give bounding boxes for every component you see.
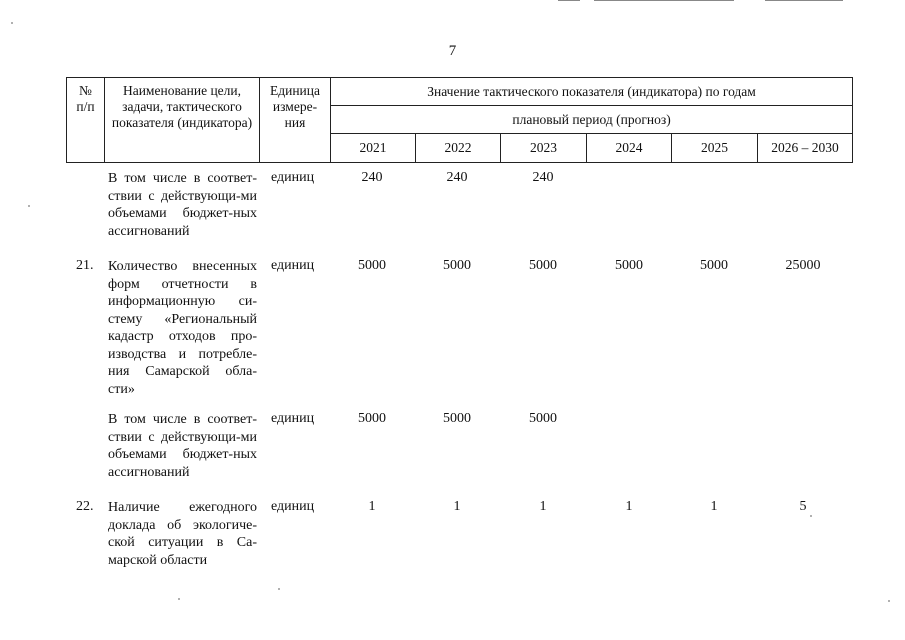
row-name: В том числе в соответ-ствии с действующи-ми объемами бюджет-ных ассигнований	[108, 171, 257, 239]
value-2024: 1	[625, 499, 633, 514]
header-values-title: Значение тактического показателя (индикатора) по годам	[331, 78, 853, 106]
value-2021: 5000	[358, 411, 386, 426]
header-year-2022: 2022	[416, 134, 501, 163]
header-period: плановый период (прогноз)	[331, 106, 853, 134]
value-2021: 1	[368, 499, 376, 514]
value-2022: 5000	[443, 258, 471, 273]
header-num	[67, 78, 105, 163]
value-2021: 240	[361, 170, 383, 185]
row-unit: единиц	[271, 258, 315, 273]
header-year-2026-2030: 2026 – 2030	[758, 134, 853, 163]
scan-speck	[178, 598, 180, 600]
value-2022: 240	[446, 170, 468, 185]
value-2025: 5000	[700, 258, 728, 273]
value-2026-2030: 5	[799, 499, 807, 514]
scan-speck	[888, 600, 890, 602]
page-number: 7	[448, 43, 457, 59]
scan-speck	[28, 205, 30, 207]
header-name: Наименование цели, задачи, тактического показателя (индикатора)	[105, 78, 260, 163]
row-unit: единиц	[271, 170, 315, 185]
value-2023: 1	[539, 499, 547, 514]
scan-speck	[11, 22, 13, 24]
row-number: 22.	[76, 499, 94, 514]
scan-edge-line	[558, 0, 580, 1]
header-year-2025: 2025	[672, 134, 758, 163]
indicator-table-header	[66, 77, 853, 163]
value-2022: 5000	[443, 411, 471, 426]
header-unit: Единица измере-ния	[260, 78, 331, 163]
header-year-2024: 2024	[587, 134, 672, 163]
value-2023: 5000	[529, 258, 557, 273]
scan-edge-line	[765, 0, 843, 1]
row-name: В том числе в соответ-ствии с действующи-ми объемами бюджет-ных ассигнований	[108, 412, 257, 480]
value-2026-2030: 25000	[785, 258, 821, 273]
scan-edge-line	[594, 0, 734, 1]
header-num-line1: №	[79, 83, 92, 98]
value-2025: 1	[710, 499, 718, 514]
scan-speck	[278, 588, 280, 590]
header-year-2023: 2023	[501, 134, 587, 163]
header-num-line2: п/п	[76, 99, 95, 114]
scan-speck	[810, 515, 812, 517]
row-name: Количество внесенных форм отчетности в информационную си-стему «Региональный кадастр отходов про-изводства и потребле-ния Самарской обла-сти»	[108, 259, 257, 397]
row-unit: единиц	[271, 499, 315, 514]
value-2022: 1	[453, 499, 461, 514]
value-2023: 5000	[529, 411, 557, 426]
value-2023: 240	[532, 170, 554, 185]
row-name: Наличие ежегодного доклада об экологиче-ской ситуации в Са-марской области	[108, 500, 257, 568]
value-2024: 5000	[615, 258, 643, 273]
value-2021: 5000	[358, 258, 386, 273]
row-unit: единиц	[271, 411, 315, 426]
row-number: 21.	[76, 258, 94, 273]
header-year-2021: 2021	[331, 134, 416, 163]
